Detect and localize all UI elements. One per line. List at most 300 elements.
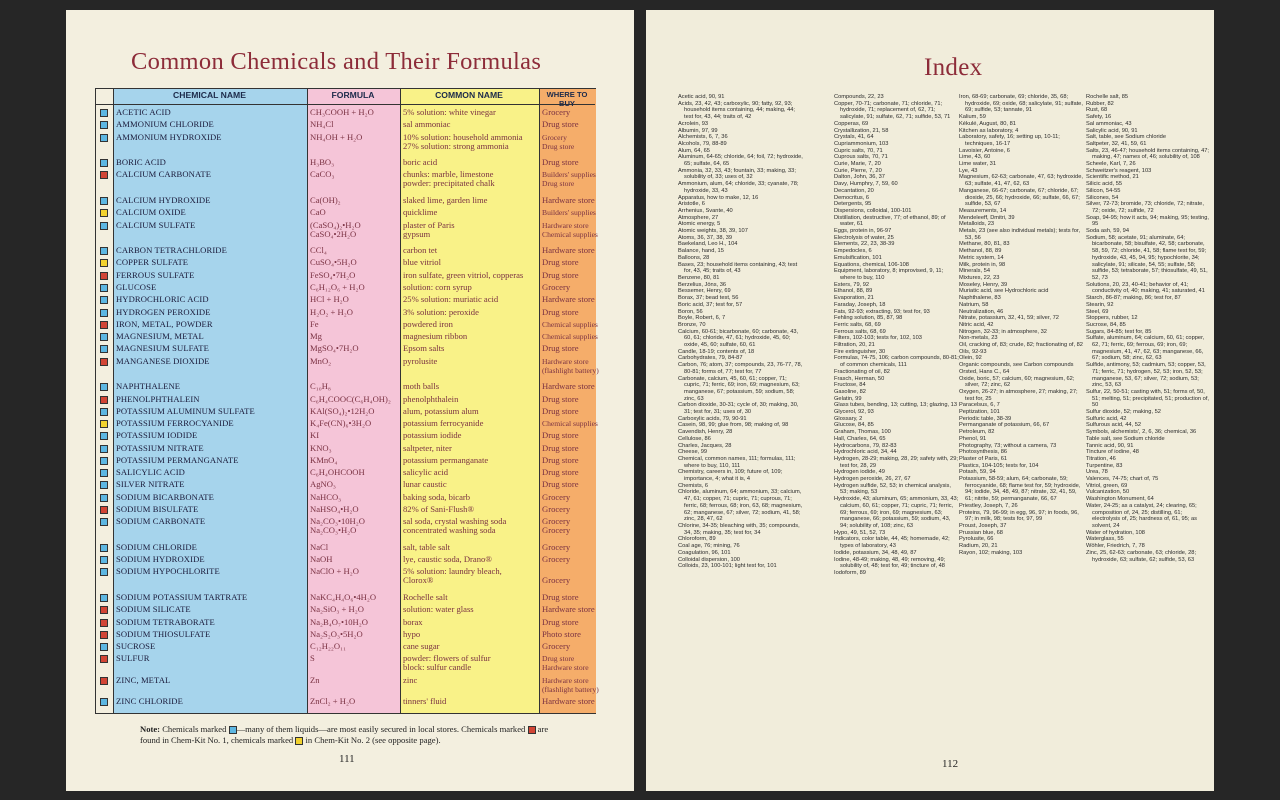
index-entry: Fats, 92-93; extracting, 93; test for, 93 bbox=[834, 308, 930, 315]
chemical-name: IRON, METAL, POWDER bbox=[116, 318, 213, 329]
index-entry: Lime, 43, 60 bbox=[959, 154, 991, 161]
chemical-name: SODIUM POTASSIUM TARTRATE bbox=[116, 592, 248, 603]
index-entry: Bases, 23; household items containing, 43; test for, 43, 45; traits of, 43 bbox=[678, 261, 798, 275]
formula: CaCO₃ bbox=[310, 169, 335, 180]
formula: H₂O₂ + H₂O bbox=[310, 306, 353, 317]
formula: KMnO₄ bbox=[310, 454, 338, 465]
where-to-buy: Hardware store bbox=[542, 245, 595, 256]
formula: C₆H₁₂O₆ + H₂O bbox=[310, 282, 365, 293]
page-number: 111 bbox=[339, 753, 355, 765]
formula: S bbox=[310, 653, 315, 664]
formula: Zn bbox=[310, 674, 320, 685]
chemical-name: POTASSIUM PERMANGANATE bbox=[116, 454, 239, 465]
index-entry: Glass tubes, bending, 13; cutting, 13; glazing, 13 bbox=[834, 402, 957, 409]
formula: H₃BO₃ bbox=[310, 157, 335, 168]
index-entry: Photosynthesis, 86 bbox=[959, 449, 1008, 456]
index-entry: Acids, 23, 42, 43; carboxylic, 90; fatty, 92, 93; household items containing, 44; making, 44; test for, 43, 44; traits of, 42 bbox=[678, 100, 795, 121]
blue-marker-icon bbox=[100, 309, 108, 317]
index-entry: Ferrous salts, 68, 69 bbox=[834, 328, 886, 335]
index-entry: Dispersions, colloidal, 100-101 bbox=[834, 207, 912, 214]
index-entry: Orsted, Hans C., 64 bbox=[959, 368, 1010, 375]
index-entry: Alchemists, 6, 7, 36 bbox=[678, 134, 728, 141]
formula: NaOH bbox=[310, 554, 333, 565]
index-entry: Hypo, 49, 51, 52, 73 bbox=[834, 529, 886, 536]
index-entry: Indicators, color table, 44, 45; homemade, 42; types of laboratory, 43 bbox=[834, 536, 950, 550]
index-entry: Atmosphere, 27 bbox=[678, 214, 719, 221]
formula: (CaSO₄)₂•H₂O CaSO₄•2H₂O bbox=[310, 219, 361, 239]
index-entry: Scheele, Karl, 7, 26 bbox=[1086, 161, 1136, 168]
index-entry: Hydrocarbons, 79, 82-83 bbox=[834, 442, 897, 449]
index-entry: Sucrose, 84, 85 bbox=[1086, 321, 1126, 328]
common-name: alum, potassium alum bbox=[403, 405, 479, 416]
index-entry: Atomic energy, 5 bbox=[678, 221, 721, 228]
chemical-name: SUCROSE bbox=[116, 641, 156, 652]
red-marker-icon bbox=[100, 619, 108, 627]
index-entry: Copper, 70-71; carbonate, 71; chloride, 71; hydroxide, 71; replacement of, 62, 71; salicylate, 91; sulfate, 62, 71; sulfide, 53, 71 bbox=[834, 100, 951, 121]
chemical-name: FERROUS SULFATE bbox=[116, 269, 195, 280]
index-entry: Sulfate, aluminum, 64; calcium, 60, 61; copper, 62, 71; ferric, 69; ferrous, 69; iron, 69; magnesium, 41, 47, 62, 63; manganese, 66, 67; sodium, 58; zinc, 62, 63 bbox=[1086, 335, 1205, 362]
index-entry: Carbonate, calcium, 45, 60, 61; copper, 71; cupric, 71; ferric, 69; iron, 69; magnesium, 63; manganese, 67; potassium, 59; sodium, 58; zinc, 63 bbox=[678, 375, 800, 402]
chemical-name: CALCIUM SULFATE bbox=[116, 219, 196, 230]
common-name: saltpeter, niter bbox=[403, 442, 452, 453]
index-entry: Starch, 86-87; making, 86; test for, 87 bbox=[1086, 295, 1181, 302]
blue-marker-icon bbox=[100, 383, 108, 391]
where-to-buy: Drug store bbox=[542, 442, 579, 453]
where-to-buy: Drug store bbox=[542, 592, 579, 603]
index-entry: Prussian blue, 68 bbox=[959, 529, 1003, 536]
index-entry: Table salt, see Sodium chloride bbox=[1086, 435, 1165, 442]
formula: NaClO + H₂O bbox=[310, 566, 359, 577]
common-name: potassium ferrocyanide bbox=[403, 418, 484, 429]
where-to-buy: Drug store bbox=[542, 393, 579, 404]
formula: ZnCl₂ + H₂O bbox=[310, 695, 356, 706]
common-name: slaked lime, garden lime bbox=[403, 195, 488, 206]
index-entry: Acrolein, 93 bbox=[678, 120, 709, 127]
index-entry: Ammonium, alum, 64; chloride, 33; cyanate, 78; hydroxide, 33, 43 bbox=[678, 181, 799, 194]
index-entry: Measurements, 14 bbox=[959, 207, 1007, 214]
index-column-3 bbox=[959, 94, 1084, 557]
blue-marker-icon bbox=[100, 457, 108, 465]
index-entry: Magnesium, 62-63; carbonate, 47, 63; hydroxide, 63; sulfate, 41, 47, 62, 63 bbox=[959, 174, 1083, 188]
index-entry: Nitric acid, 42 bbox=[959, 321, 994, 328]
index-entry: Hydrogen peroxide, 26, 27, 67 bbox=[834, 476, 911, 483]
index-entry: Benzene, 80, 81 bbox=[678, 274, 720, 281]
formula: FeSO₄•7H₂O bbox=[310, 269, 356, 280]
red-marker-icon bbox=[100, 677, 108, 685]
where-to-buy: Grocery bbox=[542, 641, 571, 652]
left-page bbox=[66, 10, 634, 791]
common-name: phenolphthalein bbox=[403, 393, 459, 404]
index-entry: Hydroxide, 43; aluminum, 65; ammonium, 33, 43; calcium, 60, 61; copper, 71; cupric, 71; ferric, 69; ferrous, 69; iron, 69; magnesium, 63; manganese, 66; potassium, 59; sodium, 43, 94; solubility of, 108; zinc, 63 bbox=[834, 496, 959, 529]
common-name: quicklime bbox=[403, 207, 438, 218]
index-entry: Balloons, 28 bbox=[678, 254, 710, 261]
index-entry: Chemists, 6 bbox=[678, 482, 709, 489]
where-to-buy: Hardware store (flashlight battery) bbox=[542, 675, 599, 694]
formula: C₁₂H₂₂O₁₁ bbox=[310, 641, 347, 652]
index-entry: Cavendish, Henry, 28 bbox=[678, 429, 733, 436]
index-entry: Solutions, 20, 23, 40-41; behavior of, 41; conductivity of, 40; making, 41; saturated, 41 bbox=[1086, 281, 1205, 295]
formula: CCl₄ bbox=[310, 245, 327, 256]
index-entry: Glycerol, 92, 93 bbox=[834, 409, 874, 416]
common-name: 25% solution: muriatic acid bbox=[403, 294, 499, 305]
index-entry: Coal age, 76; mining, 76 bbox=[678, 543, 740, 550]
index-entry: Water, 24-25; as a catalyst, 24; clearing, 65; composition of, 24, 25; distilling, 61; electrolysis of, 25; hardness of, 61, 95; as solvent, 24 bbox=[1086, 502, 1197, 529]
common-name: powder: flowers of sulfur block: sulfur candle bbox=[403, 653, 491, 673]
index-entry: Waterglass, 55 bbox=[1086, 536, 1124, 543]
index-entry: Plaster of Paris, 61 bbox=[959, 455, 1008, 462]
index-entry: Formulas, 74-75, 106; carbon compounds, 80-81; of common chemicals, 111 bbox=[834, 355, 959, 369]
where-to-buy: Drug store bbox=[542, 405, 579, 416]
blue-marker-icon bbox=[100, 296, 108, 304]
index-entry: Baekeland, Leo H., 104 bbox=[678, 241, 738, 248]
index-entry: Stoppers, rubber, 12 bbox=[1086, 315, 1138, 322]
index-entry: Phenol, 91 bbox=[959, 435, 987, 442]
index-entry: Aluminum, 64-65; chloride, 64; foil, 72; hydroxide, 65; sulfate, 64, 65 bbox=[678, 154, 803, 168]
index-entry: Silicon, 54-55 bbox=[1086, 187, 1121, 194]
note-text-1: Chemicals marked bbox=[162, 724, 227, 734]
chemical-name: CALCIUM OXIDE bbox=[116, 207, 186, 218]
index-entry: Potash, 59, 94 bbox=[959, 469, 996, 476]
yellow-marker-icon bbox=[100, 209, 108, 217]
index-entry: Wöhler, Friedrich, 7, 78 bbox=[1086, 543, 1145, 550]
common-name: baking soda, bicarb bbox=[403, 491, 471, 502]
index-entry: Fructose, 84 bbox=[834, 382, 866, 389]
blue-marker-icon bbox=[100, 544, 108, 552]
right-page bbox=[646, 10, 1214, 791]
index-entry: Rochelle salt, 85 bbox=[1086, 94, 1129, 100]
where-to-buy: Drug store bbox=[542, 257, 579, 268]
common-name: Epsom salts bbox=[403, 343, 445, 354]
index-column-1 bbox=[678, 94, 803, 570]
index-entry: Silicic acid, 55 bbox=[1086, 181, 1123, 188]
common-name: carbon tet bbox=[403, 245, 438, 256]
where-to-buy: Photo store bbox=[542, 628, 581, 639]
index-entry: Boron, 56 bbox=[678, 308, 703, 315]
index-entry: Colloidal dispersion, 100 bbox=[678, 556, 740, 563]
index-entry: Oxide, boric, 57; calcium, 60; magnesium, 62; silver, 72; zinc, 62 bbox=[959, 375, 1075, 389]
blue-marker-icon bbox=[100, 333, 108, 341]
index-entry: Hydrogen, 28-29; making, 28, 29; safety with, 29; test for, 28, 29 bbox=[834, 455, 958, 469]
common-name: solution: corn syrup bbox=[403, 282, 472, 293]
index-entry: Curie, Pierre, 7, 20 bbox=[834, 167, 882, 174]
index-entry: Iodoform, 89 bbox=[834, 569, 866, 576]
formula: MnO₂ bbox=[310, 355, 332, 366]
index-entry: Soda ash, 59, 94 bbox=[1086, 228, 1130, 235]
note-text-4: in Chem-Kit No. 2 (see opposite page). bbox=[305, 735, 441, 745]
index-entry: Coagulation, 96, 101 bbox=[678, 549, 731, 556]
chemical-name: MAGNESIUM, METAL bbox=[116, 331, 204, 342]
index-entry: Iodine, 48-49; making, 48, 49; removing, 49; solubility of, 48; test for, 49; tincture of, 48 bbox=[834, 556, 946, 570]
chemical-name: ZINC CHLORIDE bbox=[116, 695, 183, 706]
chemical-name: POTASSIUM IODIDE bbox=[116, 430, 198, 441]
common-name: sal soda, crystal washing soda concentrated washing soda bbox=[403, 516, 507, 536]
index-entry: Frasch, Herman, 50 bbox=[834, 375, 885, 382]
index-entry: Gelatin, 99 bbox=[834, 395, 862, 402]
index-entry: Metalloids, 23 bbox=[959, 221, 995, 228]
common-name: powdered iron bbox=[403, 318, 453, 329]
index-entry: Atoms, 36, 37, 38, 39 bbox=[678, 234, 733, 241]
index-entry: Sugars, 84-85; test for, 85 bbox=[1086, 328, 1152, 335]
common-name: blue vitriol bbox=[403, 257, 441, 268]
chemical-name: SODIUM SILICATE bbox=[116, 604, 191, 615]
index-entry: Zinc, 25, 62-63; carbonate, 63; chloride, 28; hydroxide, 63; sulfate, 62; sulfide, 53, 63 bbox=[1086, 549, 1197, 563]
where-to-buy: Drug store bbox=[542, 157, 579, 168]
index-entry: Detergents, 95 bbox=[834, 201, 872, 208]
formula: Mg bbox=[310, 331, 322, 342]
where-to-buy: Grocery bbox=[542, 575, 571, 586]
index-entry: Symbols, alchemists', 2, 6, 36; chemical, 36 bbox=[1086, 429, 1197, 436]
index-entry: Manganese, 66-67; carbonate, 67; chloride, 67; dioxide, 25, 66; hydroxide, 66; sulfate, 66, 67; sulfide, 53, 67 bbox=[959, 187, 1080, 208]
chemical-name: CALCIUM CARBONATE bbox=[116, 169, 212, 180]
index-entry: Stearin, 92 bbox=[1086, 301, 1114, 308]
where-to-buy: Hardware store (flashlight battery) bbox=[542, 356, 599, 375]
where-to-buy: Drug store bbox=[542, 430, 579, 441]
blue-marker-icon bbox=[100, 594, 108, 602]
index-entry: Periodic table, 38-39 bbox=[959, 415, 1012, 422]
common-name: chunks: marble, limestone powder: precipitated chalk bbox=[403, 169, 495, 189]
index-entry: Carbon dioxide, 30-31; cycle of, 30; making, 30, 31; test for, 31; uses of, 30 bbox=[678, 402, 799, 416]
blue-marker-icon bbox=[100, 469, 108, 477]
index-entry: Lime water, 31 bbox=[959, 161, 996, 168]
chemical-name: MAGNESIUM SULFATE bbox=[116, 343, 209, 354]
index-entry: Apparatus, how to make, 12, 16 bbox=[678, 194, 759, 201]
index-entry: Vitriol, green, 69 bbox=[1086, 482, 1128, 489]
index-entry: Mendeleeff, Dmitri, 39 bbox=[959, 214, 1015, 221]
formula: Fe bbox=[310, 318, 319, 329]
formula: KAl(SO₄)₂•12H₂O bbox=[310, 405, 375, 416]
blue-marker-icon bbox=[100, 643, 108, 651]
index-entry: Oil, cracking of, 83; crude, 82; fractionating of, 82 bbox=[959, 342, 1083, 349]
common-name: magnesium ribbon bbox=[403, 331, 468, 342]
index-entry: Filtration, 20, 21 bbox=[834, 342, 875, 349]
index-title: Index bbox=[924, 54, 983, 81]
index-entry: Borax, 37; bead test, 56 bbox=[678, 295, 739, 302]
common-name: sal ammoniac bbox=[403, 119, 451, 130]
index-entry: Oxygen, 26-27; in atmosphere, 27; making, 27; test for, 25 bbox=[959, 388, 1078, 402]
yellow-marker-icon bbox=[100, 259, 108, 267]
index-entry: Filters, 102-103; tests for, 102, 103 bbox=[834, 335, 922, 342]
index-entry: Distillation, destructive, 77; of ethanol, 89; of water, 61 bbox=[834, 214, 946, 228]
where-to-buy: Grocery bbox=[542, 491, 571, 502]
where-to-buy: Hardware store bbox=[542, 381, 595, 392]
where-to-buy: Grocery bbox=[542, 541, 571, 552]
index-entry: Fehling solution, 85, 87, 98 bbox=[834, 315, 903, 322]
header-common-name: COMMON NAME bbox=[435, 90, 503, 100]
where-to-buy: Builders' supplies Drug store bbox=[542, 170, 596, 189]
index-entry: Nitrate, potassium, 32, 41, 59; silver, 72 bbox=[959, 315, 1059, 322]
red-marker-icon bbox=[100, 272, 108, 280]
common-name: zinc bbox=[403, 674, 418, 685]
formula: Ca(OH)₂ bbox=[310, 195, 341, 206]
index-entry: Iron, 68-69; carbonate, 69; chloride, 35, 68; hydroxide, 69; oxide, 68; salicylate, 91; sulfate, 69; sulfide, 53; tannate, 91 bbox=[959, 94, 1083, 114]
index-entry: Lavoisier, Antoine, 6 bbox=[959, 147, 1010, 154]
index-entry: Nitrogen, 32-33; in atmosphere, 32 bbox=[959, 328, 1047, 335]
index-entry: Aristotle, 6 bbox=[678, 201, 705, 208]
index-entry: Salts, 23, 46-47; household items containing, 47; making, 47; names of, 46; solubility of, 108 bbox=[1086, 147, 1209, 161]
index-entry: Silver, 72-73; bromide, 73; chloride, 72; nitrate, 72; oxide, 72; sulfide, 72 bbox=[1086, 201, 1204, 214]
index-entry: Naphthalene, 83 bbox=[959, 295, 1001, 302]
index-entry: Graham, Thomas, 100 bbox=[834, 429, 891, 436]
common-name: cane sugar bbox=[403, 641, 440, 652]
index-entry: Curie, Marie, 7, 20 bbox=[834, 161, 881, 168]
index-entry: Cheese, 99 bbox=[678, 449, 708, 456]
where-to-buy: Hardware store bbox=[542, 695, 595, 706]
chemicals-table bbox=[95, 88, 599, 714]
chemical-name: SODIUM THIOSULFATE bbox=[116, 628, 211, 639]
common-name: 5% solution: white vinegar bbox=[403, 107, 496, 117]
common-name: boric acid bbox=[403, 157, 438, 168]
index-entry: Alum, 64, 65 bbox=[678, 147, 710, 154]
index-entry: Neutralization, 46 bbox=[959, 308, 1004, 315]
index-entry: Boyle, Robert, 6, 7 bbox=[678, 315, 726, 322]
index-entry: Dalton, John, 36, 37 bbox=[834, 174, 885, 181]
index-entry: Chloride, aluminum, 64; ammonium, 33; calcium, 47, 61; copper, 71; cupric, 71; cuprous, 71; ferric, 68; ferrous, 68; iron, 63, 68; magnesium, 62; manganese, 67; silver, 72; sodium, 41, 58; zinc, 28, 47, 62 bbox=[678, 489, 803, 523]
red-marker-icon bbox=[100, 321, 108, 329]
index-entry: Proteins, 79, 96-99; in egg, 96, 97; in foods, 96, 97; in milk, 98; tests for, 97, 99 bbox=[959, 509, 1079, 523]
chemical-name: SULFUR bbox=[116, 653, 150, 664]
chemical-name: HYDROGEN PEROXIDE bbox=[116, 306, 211, 317]
common-name: 3% solution: peroxide bbox=[403, 306, 479, 317]
index-entry: Plastics, 104-105; tests for, 104 bbox=[959, 462, 1039, 469]
index-entry: Albumin, 97, 99 bbox=[678, 127, 718, 134]
blue-marker-icon bbox=[100, 159, 108, 167]
index-entry: Urea, 78 bbox=[1086, 469, 1108, 476]
blue-marker-icon bbox=[100, 556, 108, 564]
red-marker-icon bbox=[100, 606, 108, 614]
blue-marker-icon bbox=[100, 494, 108, 502]
page-title: Common Chemicals and Their Formulas bbox=[131, 48, 542, 75]
formula: NH₄Cl bbox=[310, 119, 334, 130]
index-entry: Electrolysis of water, 25 bbox=[834, 234, 894, 241]
index-entry: Balance, hand, 15 bbox=[678, 248, 724, 255]
chemical-name: SODIUM CHLORIDE bbox=[116, 541, 197, 552]
table-header bbox=[96, 89, 595, 108]
where-to-buy: Grocery bbox=[542, 554, 571, 565]
where-to-buy: Drug store bbox=[542, 343, 579, 354]
formula: NaHSO₄•H₂O bbox=[310, 503, 359, 514]
common-name: hypo bbox=[403, 628, 421, 639]
red-marker-icon bbox=[100, 655, 108, 663]
index-entry: Proust, Joseph, 37 bbox=[959, 523, 1007, 529]
index-entry: Organic compounds, see Carbon compounds bbox=[959, 362, 1074, 369]
index-entry: Rayon, 102; making, 103 bbox=[959, 549, 1023, 556]
where-to-buy: Chemical supplies bbox=[542, 419, 598, 429]
chemical-name: HYDROCHLORIC ACID bbox=[116, 294, 209, 305]
index-entry: Steel, 69 bbox=[1086, 308, 1109, 315]
where-to-buy: Chemical supplies bbox=[542, 319, 598, 329]
index-entry: Crystallization, 21, 58 bbox=[834, 127, 889, 134]
formula: CH₃COOH + H₂O bbox=[310, 107, 374, 117]
formula: Na₂S₂O₃•5H₂O bbox=[310, 628, 363, 639]
common-name: potassium permanganate bbox=[403, 454, 489, 465]
header-formula: FORMULA bbox=[331, 90, 375, 100]
index-entry: Valences, 74-75; chart of, 75 bbox=[1086, 476, 1159, 483]
index-entry: Hydrogen iodide, 49 bbox=[834, 469, 885, 476]
chemical-name: SODIUM TETRABORATE bbox=[116, 616, 215, 627]
index-entry: Ammonia, 32, 33, 43; fountain, 33; making, 33; solubility of, 33; uses of, 32 bbox=[678, 167, 796, 181]
header-where-to-buy: WHERE TO BUY bbox=[546, 90, 588, 108]
index-entry: Petroleum, 82 bbox=[959, 429, 995, 436]
blue-marker-icon bbox=[100, 284, 108, 292]
index-entry: Hall, Charles, 64, 65 bbox=[834, 435, 886, 442]
index-entry: Silicones, 54 bbox=[1086, 194, 1119, 201]
chemical-name: AMMONIUM HYDROXIDE bbox=[116, 131, 222, 142]
index-entry: Carboxylic acids, 79, 90-91 bbox=[678, 415, 747, 422]
index-entry: Casein, 98, 99; glue from, 98; making of, 98 bbox=[678, 422, 789, 429]
index-entry: Alcohols, 79, 88-89 bbox=[678, 140, 727, 147]
where-to-buy: Builders' supplies bbox=[542, 208, 596, 218]
index-entry: Sodium, 58; acetate, 91; aluminate, 64; bicarbonate, 58; bisulfate, 42, 58; carbonate, 58, 59, 72; chloride, 41, 58; flame test for, 59; hydroxide, 43, 45, 94, 95; hypochlorite, 34; salicylate, 91; silicate, 54, 55; sulfate, 58; sulfide, 53; tetraborate, 57; thiosulfate, 49, 51, 52, 73 bbox=[1086, 234, 1208, 281]
index-entry: Democritus, 6 bbox=[834, 194, 870, 201]
index-entry: Berzelius, Jöns, 36 bbox=[678, 281, 727, 288]
where-to-buy: Drug store bbox=[542, 454, 579, 465]
index-entry: Empedocles, 6 bbox=[834, 248, 872, 255]
page-number: 112 bbox=[942, 758, 959, 770]
index-entry: Paracelsus, 6, 7 bbox=[959, 402, 1000, 409]
chemical-name: SODIUM BICARBONATE bbox=[116, 491, 215, 502]
where-to-buy: Hardware store bbox=[542, 195, 595, 206]
chemical-name: SILVER NITRATE bbox=[116, 479, 185, 490]
index-entry: Carbon, 76; atom, 37; compounds, 23, 76-77, 78, 80-81; forms of, 77; test for, 77 bbox=[678, 362, 803, 375]
index-entry: Pyrolusite, 66 bbox=[959, 536, 994, 543]
index-entry: Iodide, potassium, 34, 48, 49, 87 bbox=[834, 549, 917, 556]
blue-marker-icon bbox=[100, 345, 108, 353]
blue-marker-icon bbox=[100, 121, 108, 129]
where-to-buy: Chemical supplies bbox=[542, 332, 598, 342]
index-column-4 bbox=[1086, 94, 1211, 563]
formula: AgNO₃ bbox=[310, 479, 336, 490]
chemical-name: BORIC ACID bbox=[116, 157, 166, 168]
index-entry: Minerals, 54 bbox=[959, 268, 990, 275]
formula: C₁₀H₈ bbox=[310, 381, 331, 392]
index-entry: Oils, 92-93 bbox=[959, 348, 987, 355]
index-entry: Sulfur dioxide, 52; making, 52 bbox=[1086, 409, 1161, 416]
where-to-buy: Grocery Grocery bbox=[542, 516, 571, 536]
index-entry: Salt, table, see Sodium chloride bbox=[1086, 134, 1166, 141]
blue-marker-icon bbox=[100, 445, 108, 453]
common-name: solution: water glass bbox=[403, 604, 474, 615]
common-name: potassium iodide bbox=[403, 430, 462, 441]
blue-marker-icon bbox=[100, 518, 108, 526]
where-to-buy: Grocery bbox=[542, 503, 571, 514]
index-entry: Metals, 23 (see also individual metals); tests for, 53, 56 bbox=[959, 228, 1081, 241]
index-entry: Laboratory, safety, 16; setting up, 10-11; techniques, 16-17 bbox=[959, 134, 1060, 147]
index-entry: Charles, Jacques, 28 bbox=[678, 442, 732, 449]
index-entry: Arrhenius, Svante, 40 bbox=[678, 207, 733, 214]
chemical-name: GLUCOSE bbox=[116, 282, 157, 293]
index-entry: Ethanol, 88, 89 bbox=[834, 288, 873, 295]
index-entry: Hydrogen sulfide, 52, 53; in chemical analysis, 53; making, 53 bbox=[834, 482, 951, 496]
index-entry: Permanganate of potassium, 66, 67 bbox=[959, 422, 1050, 429]
where-to-buy: Hardware store Chemical supplies bbox=[542, 220, 598, 239]
index-entry: Chlorine, 34-35; bleaching with, 35; compounds, 34, 35; making, 35; test for, 34 bbox=[678, 523, 800, 536]
formula: MgSO₄•7H₂O bbox=[310, 343, 359, 354]
index-entry: Metric system, 14 bbox=[959, 254, 1004, 261]
formula: Na₂B₄O₇•10H₂O bbox=[310, 616, 368, 627]
index-entry: Muriatic acid, see Hydrochloric acid bbox=[959, 288, 1049, 295]
chemical-name: ACETIC ACID bbox=[116, 107, 171, 117]
index-entry: Titration, 46 bbox=[1086, 455, 1116, 462]
where-to-buy: Drug store Hardware store bbox=[542, 654, 589, 673]
formula: KNO₃ bbox=[310, 442, 332, 453]
index-entry: Cellulose, 86 bbox=[678, 435, 711, 442]
red-marker-icon bbox=[100, 358, 108, 366]
formula: C₆H₄OHCOOH bbox=[310, 467, 365, 478]
where-to-buy: Hardware store bbox=[542, 294, 595, 305]
formula: NaCl bbox=[310, 541, 329, 552]
index-entry: Sulfurous acid, 44, 52 bbox=[1086, 422, 1142, 429]
index-entry: Eggs, protein in, 96-97 bbox=[834, 228, 892, 235]
